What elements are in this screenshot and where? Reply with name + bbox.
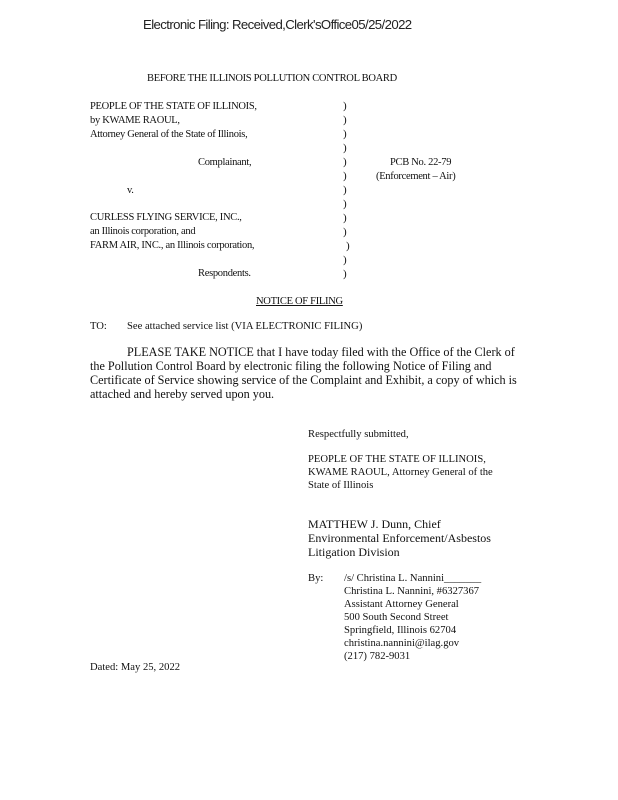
- caption-paren: ): [346, 240, 350, 252]
- signer-line: Assistant Attorney General: [344, 599, 459, 610]
- respondent-line: an Illinois corporation, and: [90, 226, 196, 237]
- division-line: Litigation Division: [308, 545, 400, 559]
- notice-paragraph-line: the Pollution Control Board by electronic filing the following Notice of Filing and: [90, 359, 492, 373]
- to-value: See attached service list (VIA ELECTRONIC FILING): [127, 321, 363, 332]
- by-label: By:: [308, 573, 324, 584]
- division-line: MATTHEW J. Dunn, Chief: [308, 517, 441, 531]
- party-line: KWAME RAOUL, Attorney General of the: [308, 467, 493, 478]
- case-number: PCB No. 22-79: [390, 157, 452, 168]
- caption-paren: ): [343, 156, 347, 168]
- caption-paren: ): [343, 114, 347, 126]
- signer-line: Springfield, Illinois 62704: [344, 625, 457, 636]
- filing-stamp: Electronic Filing: Received,Clerk'sOffice05/25/2022: [143, 17, 412, 32]
- complainant-line: by KWAME RAOUL,: [90, 115, 180, 126]
- case-type: (Enforcement – Air): [376, 171, 456, 182]
- signer-line: (217) 782-9031: [344, 651, 411, 662]
- notice-title: [256, 296, 371, 307]
- caption-paren: ): [343, 170, 347, 182]
- caption-paren: ): [343, 128, 347, 140]
- closing-text: Respectfully submitted,: [308, 429, 409, 440]
- signer-line: christina.nannini@ilag.gov: [344, 638, 460, 649]
- caption-paren: ): [343, 254, 347, 266]
- notice-paragraph-line: PLEASE TAKE NOTICE that I have today filed with the Office of the Clerk of: [127, 345, 515, 359]
- complainant-line: Attorney General of the State of Illinois,: [90, 129, 248, 140]
- versus-label: v.: [127, 185, 134, 196]
- caption-paren: ): [343, 198, 347, 210]
- caption-paren: ): [343, 226, 347, 238]
- respondent-role: Respondents.: [198, 268, 251, 279]
- party-line: State of Illinois: [308, 480, 374, 491]
- signer-line: 500 South Second Street: [344, 612, 449, 623]
- signer-line: Christina L. Nannini, #6327367: [344, 586, 480, 597]
- caption-paren: ): [343, 142, 347, 154]
- respondent-line: CURLESS FLYING SERVICE, INC.,: [90, 212, 242, 223]
- complainant-line: PEOPLE OF THE STATE OF ILLINOIS,: [90, 101, 257, 112]
- to-label: TO:: [90, 321, 107, 332]
- division-line: Environmental Enforcement/Asbestos: [308, 531, 491, 545]
- party-line: PEOPLE OF THE STATE OF ILLINOIS,: [308, 454, 486, 465]
- respondent-line: FARM AIR, INC., an Illinois corporation,: [90, 240, 255, 251]
- signer-line: /s/ Christina L. Nannini_______: [344, 573, 482, 584]
- caption-paren: ): [343, 212, 347, 224]
- notice-paragraph-line: attached and hereby served upon you.: [90, 387, 275, 401]
- caption-paren: ): [343, 100, 347, 112]
- caption-paren: ): [343, 268, 347, 280]
- complainant-role: Complainant,: [198, 157, 252, 168]
- caption-paren: ): [343, 184, 347, 196]
- notice-title-text: NOTICE OF FILING: [256, 296, 343, 307]
- dated-line: Dated: May 25, 2022: [90, 662, 181, 673]
- notice-paragraph-line: Certificate of Service showing service of the Complaint and Exhibit, a copy of which is: [90, 373, 517, 387]
- board-title: BEFORE THE ILLINOIS POLLUTION CONTROL BOARD: [147, 73, 397, 84]
